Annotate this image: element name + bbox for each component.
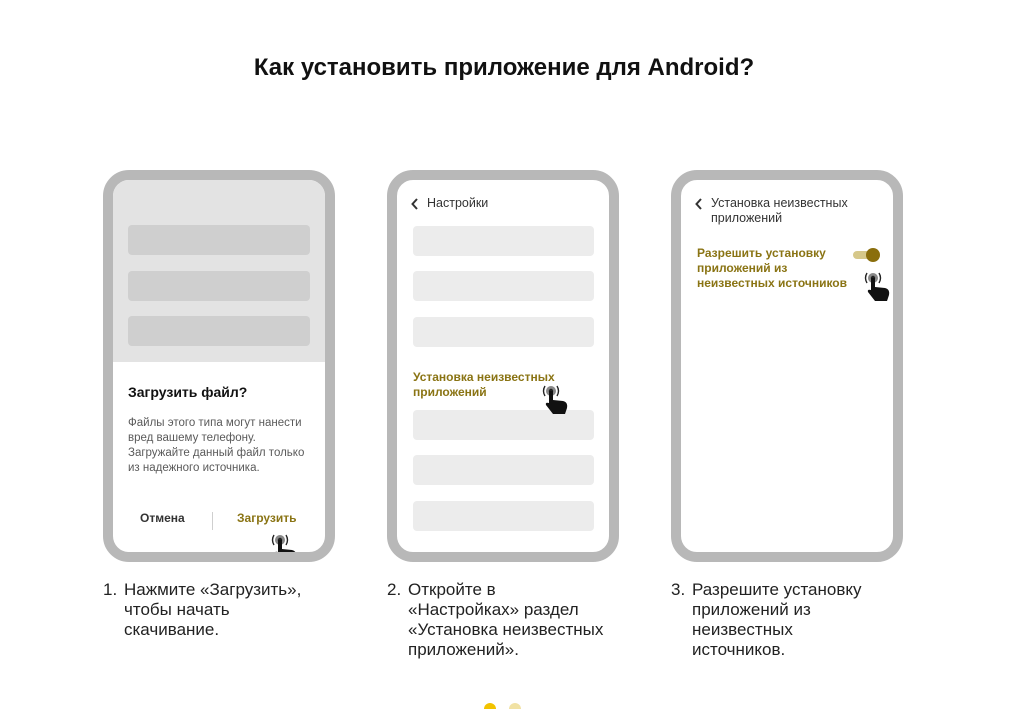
phone-mockup-settings bbox=[387, 170, 619, 562]
step-caption bbox=[671, 580, 862, 660]
step-text: Разрешите установку приложений из неизвестных источников. bbox=[692, 580, 862, 659]
page-title: Как установить приложение для Android? bbox=[253, 54, 755, 81]
step-number: 1. bbox=[103, 580, 118, 599]
chevron-left-icon[interactable] bbox=[695, 198, 703, 210]
allow-unknown-sources-toggle[interactable] bbox=[853, 248, 879, 262]
tap-hand-icon bbox=[863, 268, 893, 302]
step-caption bbox=[387, 580, 603, 660]
step-number: 2. bbox=[387, 580, 402, 599]
unknown-apps-header bbox=[695, 196, 875, 226]
step-text: Откройте в «Настройках» раздел «Установка неизвестных приложений». bbox=[408, 580, 604, 659]
placeholder-bar bbox=[128, 225, 310, 255]
phone-mockup-download-dialog bbox=[103, 170, 335, 562]
chevron-left-icon[interactable] bbox=[411, 198, 419, 210]
placeholder-bar bbox=[128, 316, 310, 346]
settings-header bbox=[411, 196, 488, 211]
settings-row-placeholder bbox=[413, 501, 594, 531]
dimmed-background bbox=[113, 180, 325, 362]
tap-hand-icon bbox=[270, 530, 300, 562]
step-number: 3. bbox=[671, 580, 686, 599]
button-divider bbox=[212, 512, 213, 530]
settings-row-placeholder bbox=[413, 455, 594, 485]
allow-unknown-sources-label: Разрешить установку приложений из неизвестных источников bbox=[697, 246, 847, 290]
toggle-knob bbox=[866, 248, 880, 262]
download-button[interactable]: Загрузить bbox=[237, 511, 297, 525]
step-text: Нажмите «Загрузить», чтобы начать скачивание. bbox=[124, 580, 302, 639]
dialog-body: Файлы этого типа могут нанести вред вашему телефону. Загружайте данный файл только из надежного источника. bbox=[128, 417, 305, 474]
cancel-button[interactable]: Отмена bbox=[140, 511, 185, 525]
placeholder-bar bbox=[128, 271, 310, 301]
settings-header-title: Настройки bbox=[427, 196, 489, 210]
settings-row-placeholder bbox=[413, 226, 594, 256]
settings-row-placeholder bbox=[413, 317, 594, 347]
carousel-dot-active[interactable] bbox=[484, 703, 496, 709]
unknown-apps-header-title: Установка неизвестных приложений bbox=[711, 196, 848, 225]
tap-hand-icon bbox=[541, 381, 571, 415]
dialog-title: Загрузить файл? bbox=[128, 384, 248, 400]
settings-row-placeholder bbox=[413, 271, 594, 301]
step-caption bbox=[103, 580, 301, 640]
carousel-pagination bbox=[484, 703, 524, 709]
phone-mockup-unknown-apps bbox=[671, 170, 903, 562]
carousel-dot[interactable] bbox=[509, 703, 521, 709]
unknown-apps-setting-item[interactable]: Установка неизвестных приложений bbox=[413, 370, 555, 399]
